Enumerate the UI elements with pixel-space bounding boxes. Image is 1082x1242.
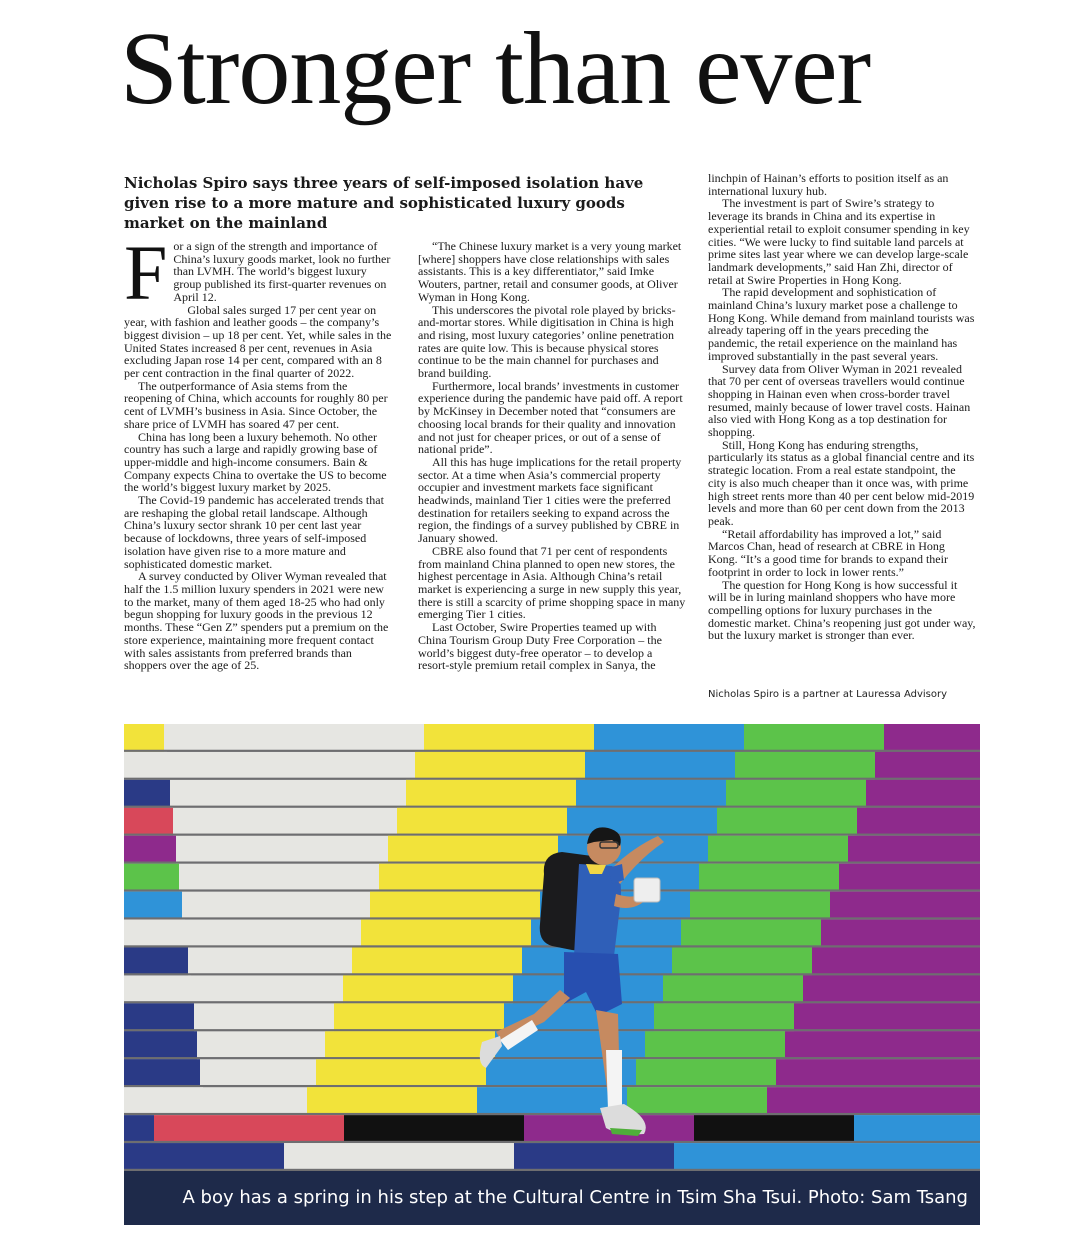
step-purple-band <box>839 864 980 892</box>
step-edge-line <box>124 973 980 975</box>
step-yellow-band <box>325 1031 495 1059</box>
paragraph: Survey data from Oliver Wyman in 2021 revealed that 70 per cent of overseas travellers would continue shopping in Hainan even when cross-border travel resumed, mainly because of lower travel costs. Hainan also vied with Hong Kong as a top destination for shopping. <box>708 361 971 440</box>
paragraph: The outperformance of Asia stems from the reopening of China, which accounts for roughly 80 per cent of LVMH’s business in Asia. Since October, the share price of LVMH has soared 47 per cent. <box>124 378 388 431</box>
step-purple-band <box>884 724 980 752</box>
step-purple-band <box>812 948 980 976</box>
step-yellow-band <box>406 780 576 808</box>
step-edge-line <box>124 778 980 780</box>
step-yellow-band <box>415 752 585 780</box>
step-yellow-band <box>343 975 513 1003</box>
paragraph: “The Chinese luxury market is a very young market [where] shoppers have close relationships with sales assistants. This is a key differentiator,” said Imke Wouters, partner, retail and consumer goods, at Oliver Wyman in Hong Kong. <box>418 240 682 304</box>
photo-colourful-steps <box>124 724 980 1171</box>
step-edge-line <box>124 834 980 836</box>
step-purple-band <box>776 1059 980 1087</box>
step-purple-band <box>848 836 980 864</box>
step-purple-band <box>767 1087 980 1115</box>
caption-bar <box>124 1171 980 1225</box>
step-navy-band <box>514 1143 674 1171</box>
step-left-band <box>124 975 191 1003</box>
paragraph: CBRE also found that 71 per cent of respondents from mainland China planned to open new stores, the highest percentage in Asia. Although China’s retail market is experiencing a surge in new supply this year, there is still a scarcity of prime shopping space in many emerging Tier 1 cities. <box>418 543 686 622</box>
article-column-3 <box>708 172 976 692</box>
step-left-band <box>124 780 170 808</box>
paragraph: The rapid development and sophistication of mainland China’s luxury market pose a challenge to Hong Kong. While demand from mainland tourists was already tapering off in the years preceding the pandemic, the retail experience on the mainland has improved substantially in the past several years. <box>708 285 975 363</box>
paragraph: A survey conducted by Oliver Wyman revealed that half the 1.5 million luxury spenders in 2021 were new to the market, many of them aged 18-25 who had only begun shopping for luxury goods in the previous 12 months. These “Gen Z” spenders put a premium on the store experience, maintaining more frequent contact with sales assistants from preferred brands than shoppers over the age of 25. <box>124 569 389 673</box>
step-yellow-band <box>370 892 540 920</box>
step-green-band <box>663 975 803 1003</box>
step-white-band <box>284 1143 514 1171</box>
step-black-band <box>344 1115 524 1143</box>
paragraph <box>124 240 392 316</box>
paragraph: China has long been a luxury behemoth. No other country has such a large and rapidly growing base of upper-middle and high-income consumers. Bain & Company expects China to overtake the US to become the world’s biggest luxury market by 2025. <box>124 429 387 495</box>
step-left-band <box>124 1059 200 1087</box>
step-blue-band <box>594 724 744 752</box>
step-yellow-band <box>424 724 594 752</box>
step-left-band <box>124 808 173 836</box>
step-purple-band <box>830 892 980 920</box>
article-column-1 <box>124 240 392 706</box>
painted-steps <box>124 724 980 1171</box>
step-green-band <box>699 864 839 892</box>
step-left-band <box>124 1087 203 1115</box>
paragraph: This underscores the pivotal role played by bricks-and-mortar stores. While digitisation in China is high and rising, most luxury categories’ online penetration rates are quite low. This is because physical stores continue to be the main channel for purchases and brand building. <box>418 302 676 381</box>
author-bio: Nicholas Spiro is a partner at Lauressa Advisory <box>708 689 948 700</box>
step-edge-line <box>124 1057 980 1059</box>
paragraph: Global sales surged 17 per cent year on year, with fashion and leather goods – the company’s biggest division – up 18 per cent. Yet, while sales in the United States increased 8 per cent, revenues in Asia excluding Japan rose 14 per cent, compared with an 8 per cent contraction in the final quarter of 2022. <box>124 302 392 381</box>
step-yellow-band <box>334 1003 504 1031</box>
step-green-band <box>708 836 848 864</box>
step-left-band <box>124 948 188 976</box>
step-yellow-band <box>397 808 567 836</box>
step-green-band <box>636 1059 776 1087</box>
step-left-band <box>124 920 185 948</box>
paragraph: The investment is part of Swire’s strategy to leverage its brands in China and its expertise in experiential retail to exploit consumer spending in key cities. “We were lucky to find suitable land parcels at prime sites last year where we can develop large-scale landmark developments,” said Han Zhi, director of retail at Swire Properties in Hong Kong. <box>708 196 970 287</box>
step-edge-line <box>124 750 980 752</box>
step-left-band <box>124 1031 197 1059</box>
paragraph: linchpin of Hainan’s efforts to position itself as an international luxury hub. <box>708 172 949 198</box>
step-green-band <box>690 892 830 920</box>
step-purple-band <box>785 1031 980 1059</box>
step-green-band <box>627 1087 767 1115</box>
step-left-band <box>124 752 167 780</box>
step-purple-band <box>866 780 980 808</box>
paragraph: Last October, Swire Properties teamed up with China Tourism Group Duty Free Corporation – the world’s biggest duty-free operator – to develop a resort-style premium retail complex in Sanya, the <box>418 620 662 673</box>
step-left-band <box>124 724 164 752</box>
step-left-band <box>124 836 176 864</box>
paragraph: All this has huge implications for the retail property sector. At a time when Asia’s commercial property occupier and investment markets face significant headwinds, mainland Tier 1 cities were the preferred destination for retailers seeking to expand across the region, the findings of a survey published by CBRE in January showed. <box>418 454 682 546</box>
step-green-band <box>735 752 875 780</box>
step-purple-band <box>821 920 980 948</box>
step-left-band <box>124 1003 194 1031</box>
step-purple-band <box>857 808 980 836</box>
step-green-band <box>681 920 821 948</box>
step-navy-band <box>124 1143 284 1171</box>
step-yellow-band <box>379 864 549 892</box>
step-green-band <box>645 1031 785 1059</box>
standfirst: Nicholas Spiro says three years of self-imposed isolation have given rise to a more mature and sophisticated luxury goods market on the mainland <box>124 174 644 232</box>
step-black-band <box>694 1115 854 1143</box>
step-left-band <box>124 1115 154 1143</box>
paragraph: Still, Hong Kong has enduring strengths, particularly its status as a global financial centre and its strategic location. From a real estate standpoint, the city is also much cheaper than it once was, with prime high street rents more than 40 per cent below mid-2019 levels and more than 60 per cent down from the 2013 peak. <box>708 437 975 528</box>
step-green-band <box>654 1003 794 1031</box>
paragraph: Furthermore, local brands’ investments in customer experience during the pandemic have paid off. A report by McKinsey in December noted that “consumers are choosing local brands for their quality and innovation and not just for cheaper prices, or out of a sense of national pride”. <box>418 378 683 457</box>
step-edge-line <box>124 1029 980 1031</box>
article-column-2 <box>418 240 686 706</box>
step-edge-line <box>124 1113 980 1115</box>
step-green-band <box>672 948 812 976</box>
step-yellow-band <box>388 836 558 864</box>
step-green-band <box>717 808 857 836</box>
step-blue-band <box>674 1143 980 1171</box>
paragraph: “Retail affordability has improved a lot,” said Marcos Chan, head of research at CBRE in Hong Kong. “It’s a good time for brands to expand their footprint in order to lock in lower rents.” <box>708 526 948 579</box>
paragraph: The Covid-19 pandemic has accelerated trends that are reshaping the global retail landscape. Although China’s luxury sector shrank 10 per cent last year because of lockdowns, three years of self-imposed isolation have given rise to a more mature and sophisticated domestic market. <box>124 493 384 571</box>
step-purple-band <box>794 1003 980 1031</box>
step-purple-band <box>875 752 980 780</box>
step-edge-line <box>124 806 980 808</box>
step-yellow-band <box>352 948 522 976</box>
paragraph-text: or a sign of the strength and importance of China’s luxury goods market, look no further than LVMH. The world’s biggest luxury group published its first-quarter revenues on April 12. <box>173 240 391 304</box>
photo-caption: A boy has a spring in his step at the Cultural Centre in Tsim Sha Tsui. Photo: Sam Tsang <box>182 1187 968 1208</box>
step-edge-line <box>124 1141 980 1143</box>
steps-illustration <box>124 724 980 1171</box>
step-blue-band <box>567 808 717 836</box>
step-blue-band <box>585 752 735 780</box>
paragraph: The question for Hong Kong is how successful it will be in luring mainland shoppers who have more compelling options for luxury purchases in the domestic market. China’s reopening just got under way, but the luxury market is stronger than ever. <box>708 577 976 643</box>
step-blue-band <box>854 1115 980 1143</box>
step-yellow-band <box>361 920 531 948</box>
step-yellow-band <box>307 1087 477 1115</box>
headline: Stronger than ever <box>120 11 871 126</box>
step-left-band <box>124 864 179 892</box>
step-blue-band <box>576 780 726 808</box>
step-green-band <box>744 724 884 752</box>
drop-cap: F <box>124 240 168 316</box>
step-left-band <box>124 892 182 920</box>
step-green-band <box>726 780 866 808</box>
step-edge-line <box>124 1085 980 1087</box>
step-yellow-band <box>316 1059 486 1087</box>
step-purple-band <box>803 975 980 1003</box>
step-red-band <box>154 1115 344 1143</box>
